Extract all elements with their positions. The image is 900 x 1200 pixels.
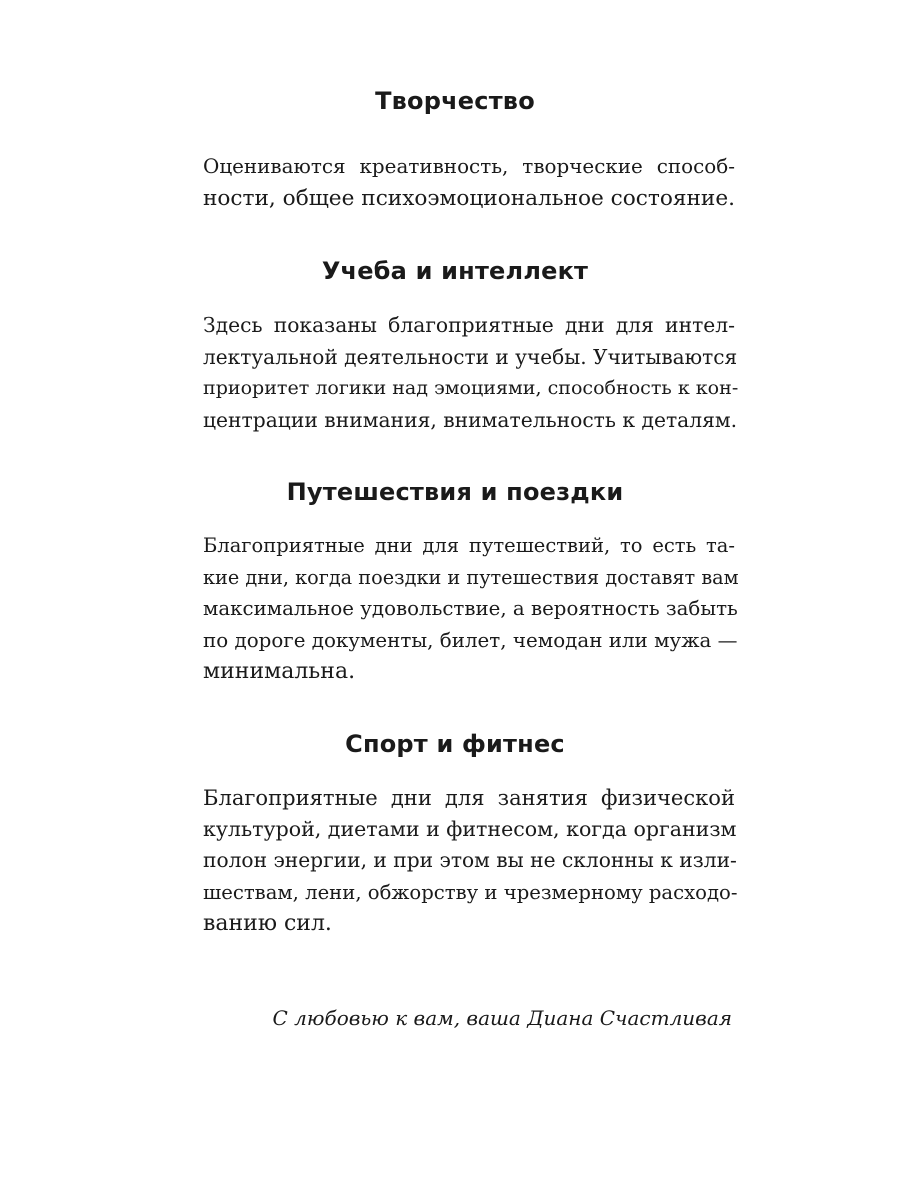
paragraph-line: кие дни, когда поездки и путешествия доставят вам (203, 565, 739, 589)
paragraph-line: культурой, диетами и фитнесом, когда организм (203, 816, 737, 841)
paragraph-line: минимальна. (203, 659, 356, 684)
paragraph-line: лектуальной деятельности и учебы. Учитываются (203, 344, 738, 369)
paragraph-line: центрации внимания, внимательность к деталям. (203, 407, 738, 432)
paragraph-line: максимальное удовольствие, а вероятность забыть (203, 597, 738, 620)
section-paragraph-creativity (175, 151, 735, 214)
paragraph-line: Здесь показаны благоприятные дни для интел- (203, 313, 735, 337)
paragraph-line: ванию сил. (203, 911, 332, 936)
paragraph-line: Благоприятные дни для путешествий, то есть та- (203, 534, 735, 557)
paragraph-line: приоритет логики над эмоциями, способность к кон- (203, 377, 739, 399)
paragraph-line: шествам, лени, обжорству и чрезмерному расходо- (203, 880, 738, 904)
section-heading-creativity: Творчество (375, 87, 535, 115)
section-paragraph-sport (175, 782, 738, 940)
paragraph-line: Оцениваются креативность, творческие способ- (203, 155, 735, 178)
section-heading-study: Учеба и интеллект (321, 257, 589, 285)
paragraph-line: Благоприятные дни для занятия физической (203, 785, 735, 810)
paragraph-line: полон энергии, и при этом вы не склонны к изли- (203, 848, 737, 872)
paragraph-line: по дороге документы, билет, чемодан или мужа — (203, 628, 738, 652)
author-signature: С любовью к вам, ваша Диана Счастливая (272, 1006, 732, 1030)
paragraph-line: ности, общее психоэмоциональное состояние. (203, 185, 736, 211)
section-heading-travel: Путешествия и поездки (286, 478, 624, 506)
section-paragraph-study (175, 310, 739, 436)
section-paragraph-travel (175, 530, 739, 688)
section-heading-sport: Спорт и фитнес (345, 730, 565, 758)
